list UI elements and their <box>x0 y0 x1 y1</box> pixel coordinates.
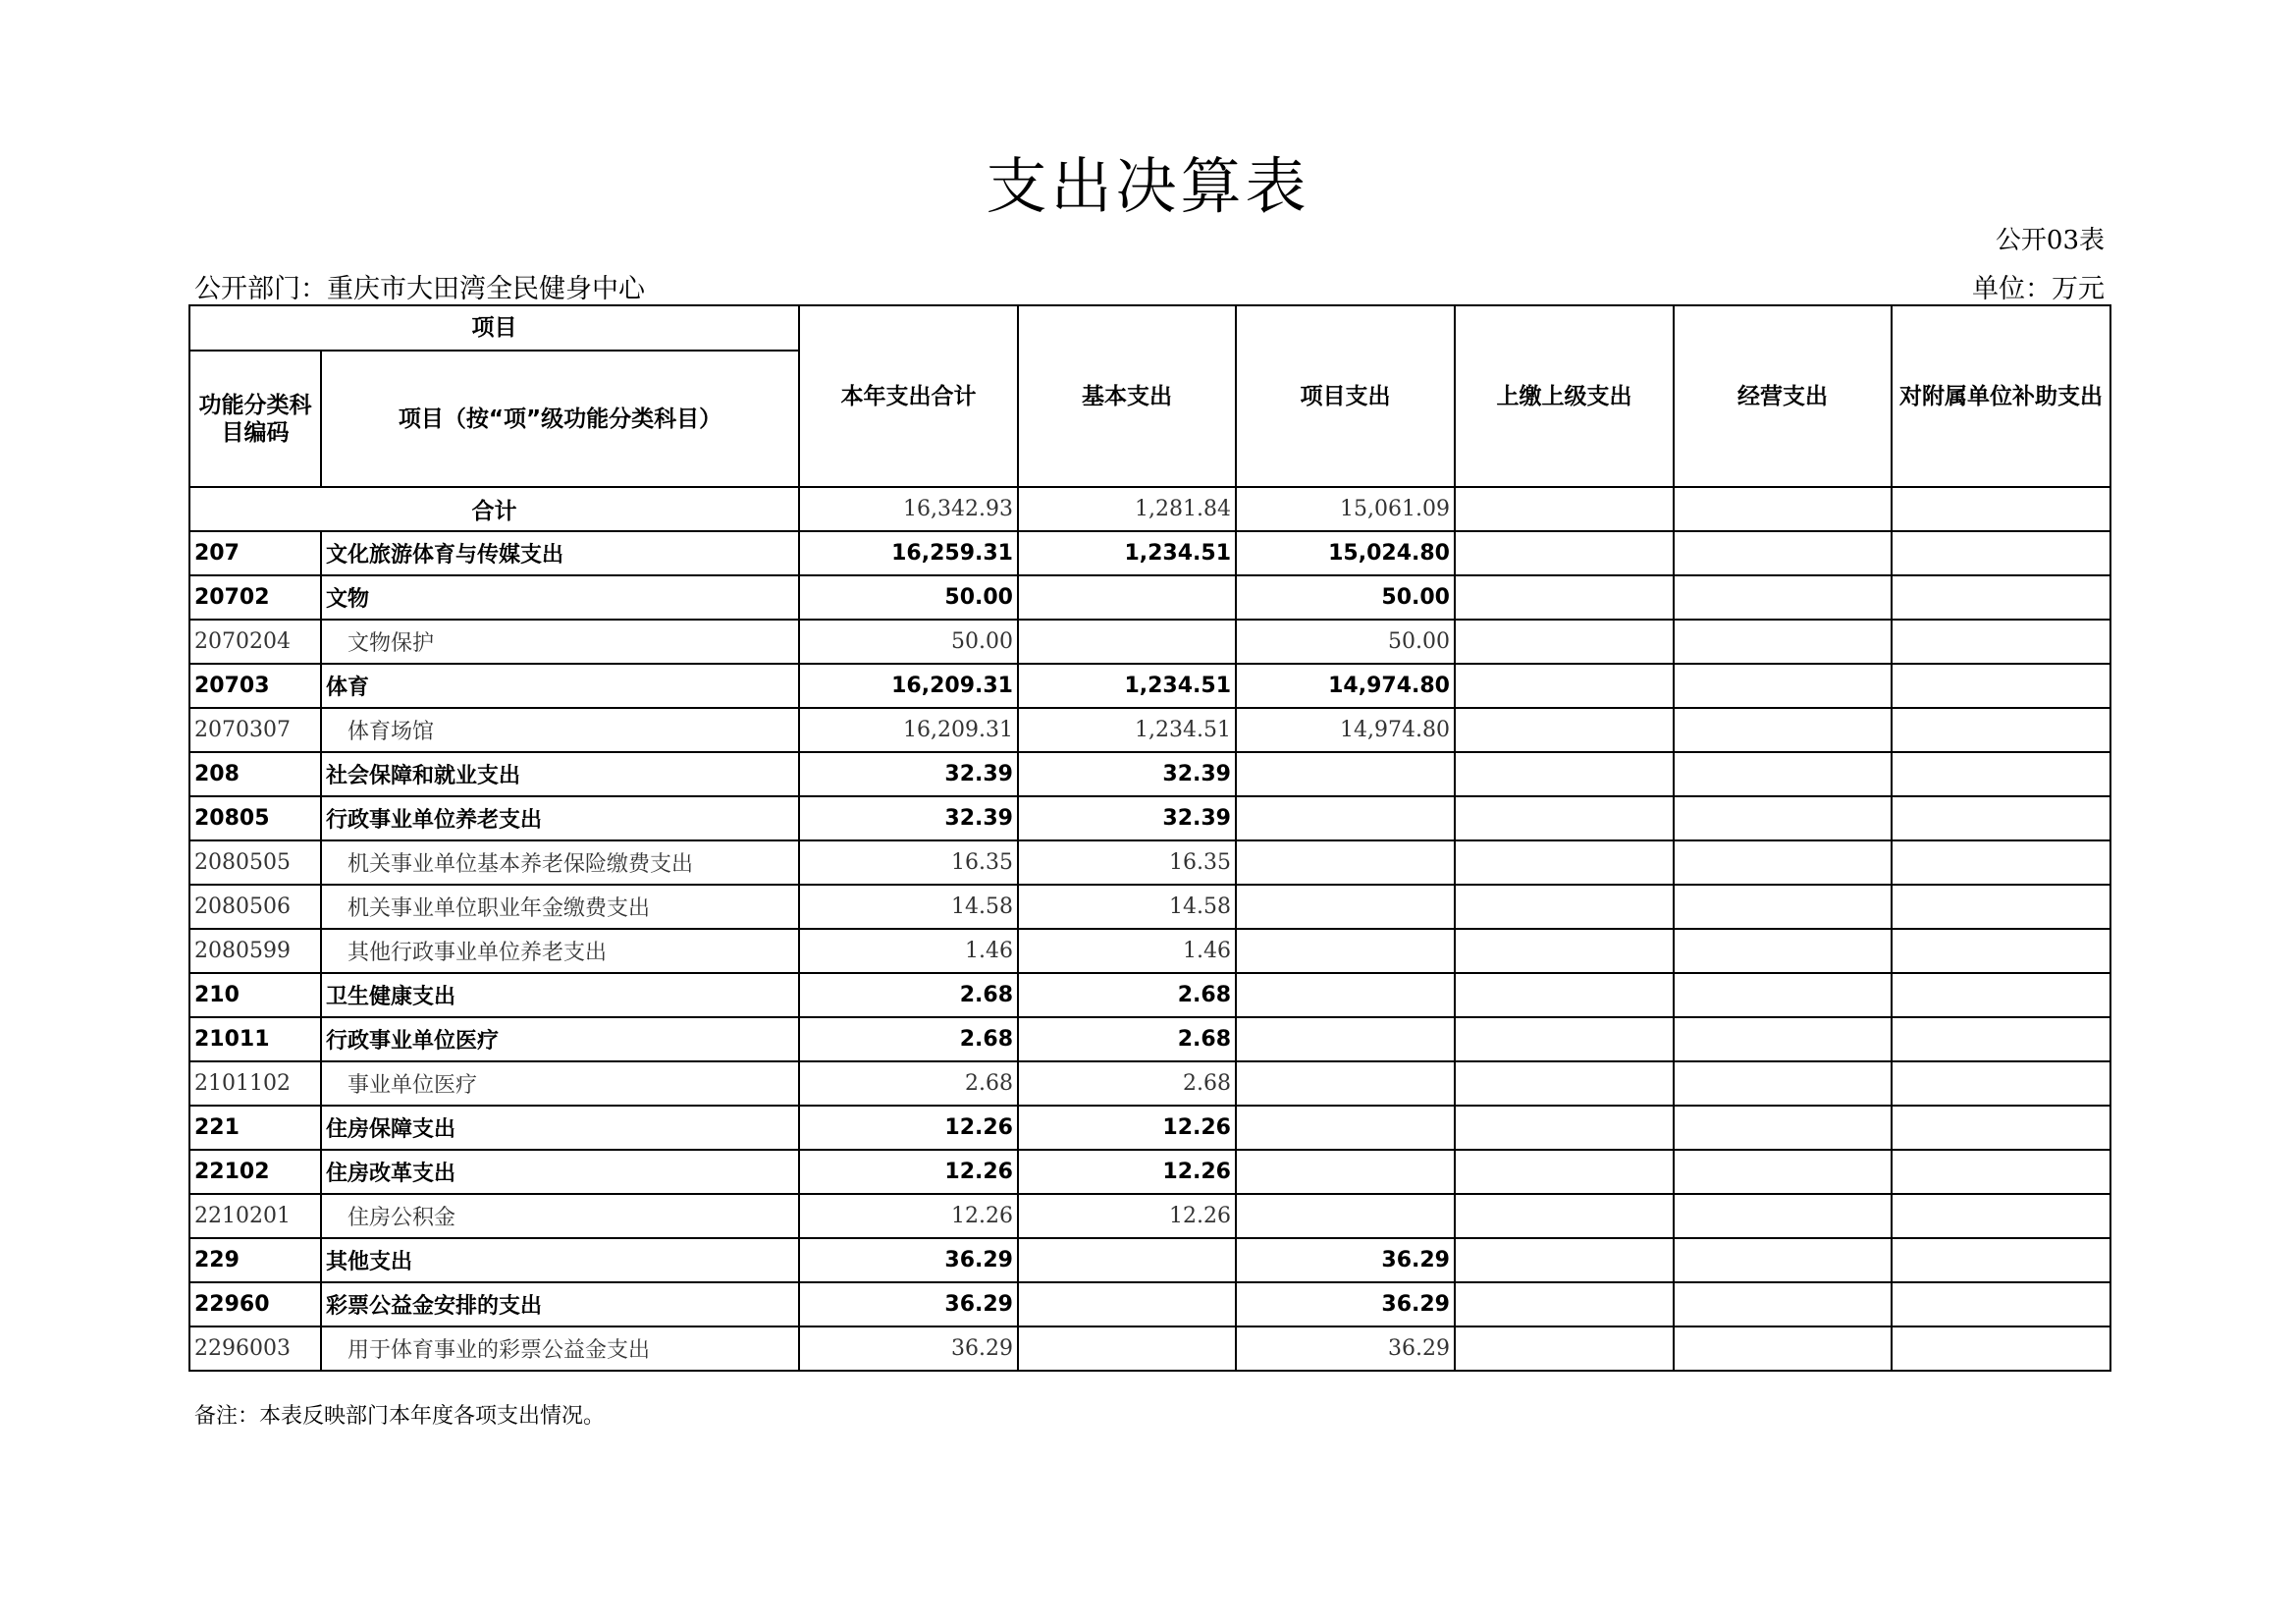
cell-code: 229 <box>189 1238 321 1282</box>
cell-upper <box>1455 1150 1674 1194</box>
cell-name: 卫生健康支出 <box>321 973 799 1017</box>
cell-name: 机关事业单位基本养老保险缴费支出 <box>321 840 799 885</box>
cell-business <box>1674 664 1892 708</box>
header-business: 经营支出 <box>1674 305 1892 487</box>
cell-code: 221 <box>189 1106 321 1150</box>
cell-upper <box>1455 796 1674 840</box>
cell-basic: 12.26 <box>1018 1106 1236 1150</box>
table-row <box>189 885 2110 929</box>
cell-business <box>1674 1150 1892 1194</box>
cell-code: 2080599 <box>189 929 321 973</box>
table-row <box>189 664 2110 708</box>
department-label: 公开部门：重庆市大田湾全民健身中心 <box>194 274 645 304</box>
cell-business <box>1674 973 1892 1017</box>
cell-name: 机关事业单位职业年金缴费支出 <box>321 885 799 929</box>
cell-upper <box>1455 973 1674 1017</box>
cell-project-exp: 14,974.80 <box>1236 708 1455 752</box>
page-title: 支出决算表 <box>986 150 1310 222</box>
cell-name: 行政事业单位养老支出 <box>321 796 799 840</box>
cell-name: 住房改革支出 <box>321 1150 799 1194</box>
summary-business <box>1674 487 1892 531</box>
cell-subsidy <box>1892 796 2110 840</box>
table-row <box>189 973 2110 1017</box>
cell-subsidy <box>1892 1061 2110 1106</box>
cell-project-exp <box>1236 1061 1455 1106</box>
header-project-exp: 项目支出 <box>1236 305 1455 487</box>
cell-basic: 12.26 <box>1018 1194 1236 1238</box>
table-row <box>189 840 2110 885</box>
table-row <box>189 708 2110 752</box>
cell-basic <box>1018 1326 1236 1371</box>
cell-subsidy <box>1892 1017 2110 1061</box>
cell-name: 住房公积金 <box>321 1194 799 1238</box>
table-row <box>189 575 2110 620</box>
cell-code: 2070307 <box>189 708 321 752</box>
cell-project-exp: 14,974.80 <box>1236 664 1455 708</box>
cell-basic: 2.68 <box>1018 1017 1236 1061</box>
footnote: 备注：本表反映部门本年度各项支出情况。 <box>194 1404 606 1429</box>
cell-total: 50.00 <box>799 620 1018 664</box>
cell-code: 20805 <box>189 796 321 840</box>
summary-basic: 1,281.84 <box>1018 487 1236 531</box>
cell-basic: 14.58 <box>1018 885 1236 929</box>
cell-upper <box>1455 575 1674 620</box>
cell-business <box>1674 840 1892 885</box>
cell-total: 16,259.31 <box>799 531 1018 575</box>
cell-project-exp <box>1236 929 1455 973</box>
cell-subsidy <box>1892 1238 2110 1282</box>
cell-business <box>1674 796 1892 840</box>
header-subsidy: 对附属单位补助支出 <box>1892 305 2110 487</box>
cell-name: 其他行政事业单位养老支出 <box>321 929 799 973</box>
cell-business <box>1674 531 1892 575</box>
cell-basic <box>1018 1238 1236 1282</box>
cell-project-exp: 15,024.80 <box>1236 531 1455 575</box>
table-row <box>189 1017 2110 1061</box>
cell-code: 208 <box>189 752 321 796</box>
cell-name: 住房保障支出 <box>321 1106 799 1150</box>
cell-business <box>1674 752 1892 796</box>
cell-project-exp <box>1236 1017 1455 1061</box>
cell-upper <box>1455 1194 1674 1238</box>
cell-total: 16,209.31 <box>799 708 1018 752</box>
table-row <box>189 531 2110 575</box>
cell-subsidy <box>1892 752 2110 796</box>
cell-total: 32.39 <box>799 796 1018 840</box>
cell-total: 50.00 <box>799 575 1018 620</box>
cell-basic: 32.39 <box>1018 796 1236 840</box>
cell-total: 16.35 <box>799 840 1018 885</box>
cell-total: 36.29 <box>799 1238 1018 1282</box>
cell-name: 文化旅游体育与传媒支出 <box>321 531 799 575</box>
cell-total: 14.58 <box>799 885 1018 929</box>
table-row <box>189 620 2110 664</box>
cell-business <box>1674 620 1892 664</box>
cell-name: 其他支出 <box>321 1238 799 1282</box>
cell-total: 36.29 <box>799 1282 1018 1326</box>
cell-total: 12.26 <box>799 1194 1018 1238</box>
table-row <box>189 1238 2110 1282</box>
cell-total: 36.29 <box>799 1326 1018 1371</box>
table-row <box>189 1282 2110 1326</box>
cell-project-exp <box>1236 796 1455 840</box>
header-name: 项目（按“项”级功能分类科目） <box>321 351 799 487</box>
header-project: 项目 <box>189 305 799 351</box>
cell-project-exp <box>1236 1106 1455 1150</box>
cell-upper <box>1455 840 1674 885</box>
cell-subsidy <box>1892 885 2110 929</box>
summary-total: 16,342.93 <box>799 487 1018 531</box>
cell-basic: 1,234.51 <box>1018 531 1236 575</box>
cell-basic: 1,234.51 <box>1018 664 1236 708</box>
cell-subsidy <box>1892 840 2110 885</box>
cell-upper <box>1455 1326 1674 1371</box>
table-row <box>189 1106 2110 1150</box>
cell-basic: 12.26 <box>1018 1150 1236 1194</box>
cell-code: 22102 <box>189 1150 321 1194</box>
cell-basic: 2.68 <box>1018 1061 1236 1106</box>
cell-subsidy <box>1892 664 2110 708</box>
cell-basic: 2.68 <box>1018 973 1236 1017</box>
cell-upper <box>1455 885 1674 929</box>
header-code: 功能分类科目编码 <box>189 351 321 487</box>
header-upper: 上缴上级支出 <box>1455 305 1674 487</box>
cell-code: 207 <box>189 531 321 575</box>
table-row <box>189 929 2110 973</box>
cell-business <box>1674 1282 1892 1326</box>
cell-project-exp <box>1236 885 1455 929</box>
cell-subsidy <box>1892 708 2110 752</box>
cell-code: 20702 <box>189 575 321 620</box>
cell-business <box>1674 1194 1892 1238</box>
cell-upper <box>1455 708 1674 752</box>
expenditure-table <box>188 304 2111 1372</box>
cell-basic: 16.35 <box>1018 840 1236 885</box>
cell-total: 2.68 <box>799 1061 1018 1106</box>
cell-basic <box>1018 575 1236 620</box>
cell-total: 32.39 <box>799 752 1018 796</box>
cell-business <box>1674 929 1892 973</box>
cell-code: 2080505 <box>189 840 321 885</box>
cell-business <box>1674 1106 1892 1150</box>
cell-upper <box>1455 620 1674 664</box>
header-basic: 基本支出 <box>1018 305 1236 487</box>
cell-basic: 1,234.51 <box>1018 708 1236 752</box>
cell-business <box>1674 708 1892 752</box>
form-number: 公开03表 <box>1995 226 2105 255</box>
cell-code: 20703 <box>189 664 321 708</box>
cell-project-exp <box>1236 1194 1455 1238</box>
cell-project-exp: 50.00 <box>1236 620 1455 664</box>
cell-upper <box>1455 1282 1674 1326</box>
cell-basic <box>1018 1282 1236 1326</box>
table-row <box>189 1194 2110 1238</box>
cell-name: 彩票公益金安排的支出 <box>321 1282 799 1326</box>
table-row <box>189 1326 2110 1371</box>
cell-upper <box>1455 531 1674 575</box>
cell-name: 文物 <box>321 575 799 620</box>
cell-subsidy <box>1892 1326 2110 1371</box>
cell-name: 行政事业单位医疗 <box>321 1017 799 1061</box>
cell-subsidy <box>1892 929 2110 973</box>
cell-name: 用于体育事业的彩票公益金支出 <box>321 1326 799 1371</box>
cell-project-exp <box>1236 840 1455 885</box>
cell-name: 体育场馆 <box>321 708 799 752</box>
cell-upper <box>1455 664 1674 708</box>
cell-total: 2.68 <box>799 1017 1018 1061</box>
cell-subsidy <box>1892 531 2110 575</box>
table-row <box>189 752 2110 796</box>
cell-code: 21011 <box>189 1017 321 1061</box>
table-row <box>189 796 2110 840</box>
cell-total: 2.68 <box>799 973 1018 1017</box>
cell-subsidy <box>1892 575 2110 620</box>
cell-project-exp: 36.29 <box>1236 1238 1455 1282</box>
cell-upper <box>1455 752 1674 796</box>
summary-subsidy <box>1892 487 2110 531</box>
cell-business <box>1674 575 1892 620</box>
cell-business <box>1674 1326 1892 1371</box>
summary-row <box>189 487 2110 531</box>
cell-upper <box>1455 1238 1674 1282</box>
cell-total: 16,209.31 <box>799 664 1018 708</box>
table-row <box>189 1061 2110 1106</box>
cell-project-exp: 36.29 <box>1236 1326 1455 1371</box>
cell-code: 2296003 <box>189 1326 321 1371</box>
cell-code: 2101102 <box>189 1061 321 1106</box>
table-row <box>189 1150 2110 1194</box>
cell-name: 体育 <box>321 664 799 708</box>
cell-subsidy <box>1892 973 2110 1017</box>
cell-subsidy <box>1892 1106 2110 1150</box>
cell-project-exp: 36.29 <box>1236 1282 1455 1326</box>
cell-total: 1.46 <box>799 929 1018 973</box>
cell-name: 文物保护 <box>321 620 799 664</box>
cell-subsidy <box>1892 1194 2110 1238</box>
cell-project-exp <box>1236 1150 1455 1194</box>
cell-subsidy <box>1892 1282 2110 1326</box>
cell-business <box>1674 885 1892 929</box>
summary-label: 合计 <box>189 487 799 531</box>
cell-total: 12.26 <box>799 1106 1018 1150</box>
summary-project-exp: 15,061.09 <box>1236 487 1455 531</box>
cell-project-exp: 50.00 <box>1236 575 1455 620</box>
cell-upper <box>1455 1061 1674 1106</box>
cell-total: 12.26 <box>799 1150 1018 1194</box>
summary-upper <box>1455 487 1674 531</box>
cell-code: 210 <box>189 973 321 1017</box>
cell-upper <box>1455 1017 1674 1061</box>
cell-name: 社会保障和就业支出 <box>321 752 799 796</box>
header-total: 本年支出合计 <box>799 305 1018 487</box>
cell-upper <box>1455 1106 1674 1150</box>
cell-basic: 1.46 <box>1018 929 1236 973</box>
cell-business <box>1674 1238 1892 1282</box>
cell-subsidy <box>1892 620 2110 664</box>
cell-project-exp <box>1236 752 1455 796</box>
cell-basic <box>1018 620 1236 664</box>
cell-code: 2070204 <box>189 620 321 664</box>
cell-code: 2210201 <box>189 1194 321 1238</box>
cell-business <box>1674 1061 1892 1106</box>
cell-basic: 32.39 <box>1018 752 1236 796</box>
cell-upper <box>1455 929 1674 973</box>
cell-business <box>1674 1017 1892 1061</box>
cell-subsidy <box>1892 1150 2110 1194</box>
cell-project-exp <box>1236 973 1455 1017</box>
cell-code: 22960 <box>189 1282 321 1326</box>
cell-code: 2080506 <box>189 885 321 929</box>
unit-label: 单位：万元 <box>1972 274 2105 304</box>
cell-name: 事业单位医疗 <box>321 1061 799 1106</box>
